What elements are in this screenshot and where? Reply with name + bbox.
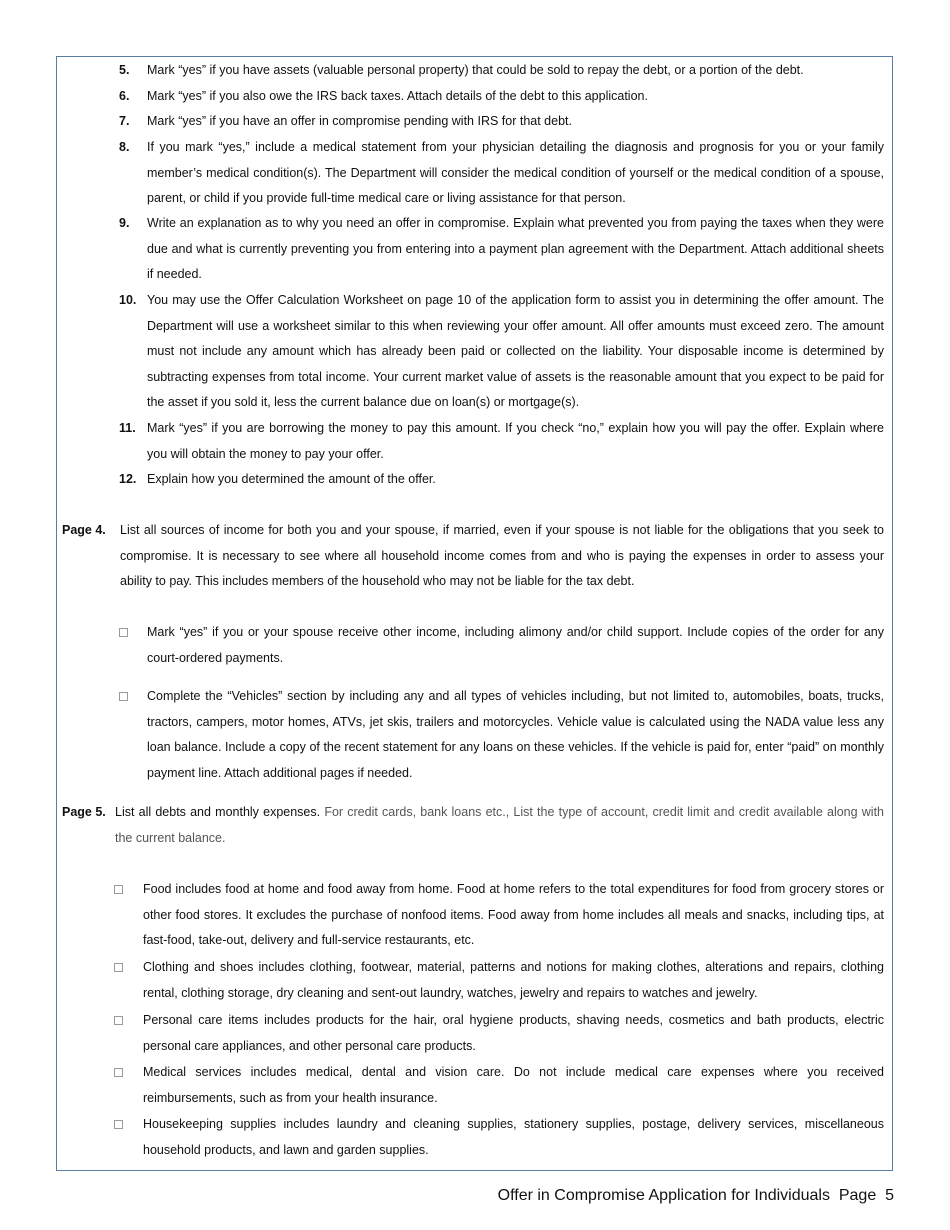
checkbox-icon bbox=[119, 692, 128, 701]
item-text: Mark “yes” if you have an offer in compromise pending with IRS for that debt. bbox=[147, 114, 572, 128]
item-text: If you mark “yes,” include a medical statement from your physician detailing the diagnosis and prognosis for you or your family member’s medical condition(s). The Department will consider the medical condition of yourself or the medical condition of a spouse, parent, or child if you provide full-time medical care or living assistance for that person. bbox=[147, 140, 884, 206]
bullet-text: Mark “yes” if you or your spouse receive other income, including alimony and/or child support. Include copies of the order for any court-ordered payments. bbox=[147, 625, 884, 665]
page-footer bbox=[498, 1187, 894, 1205]
item-number: 12. bbox=[119, 472, 137, 486]
checkbox-icon bbox=[114, 1068, 123, 1077]
item-number: 7. bbox=[119, 114, 130, 128]
bullet-text: Food includes food at home and food away from home. Food at home refers to the total expenditures for food from grocery stores or other food stores. It excludes the purchase of nonfood items. Food away from home includes all meals and snacks, including tips, at fast-food, take-out, delivery and full-service restaurants, etc. bbox=[143, 882, 884, 948]
footer-title: Offer in Compromise Application for Individuals bbox=[497, 1187, 830, 1204]
item-number: 8. bbox=[119, 140, 130, 154]
item-text: Write an explanation as to why you need an offer in compromise. Explain what prevented you from paying the taxes when they were due and what is currently preventing you from entering into a payment plan agreement with the Department. Attach additional sheets if needed. bbox=[147, 216, 884, 282]
section-text-page-4: List all sources of income for both you and your spouse, if married, even if your spouse is not liable for the obligations that you seek to compromise. It is necessary to see where all household income comes from and who is paying the expenses in order to assess your ability to pay. This includes members of the household who may not be liable for the tax debt. bbox=[120, 523, 884, 589]
section-text-gray: For credit cards, bank loans etc., List the type of account, credit limit and credit available along with the current balance. bbox=[115, 805, 885, 845]
item-text: Mark “yes” if you have assets (valuable personal property) that could be sold to repay the debt, or a portion of the debt. bbox=[147, 63, 804, 77]
bullet-text: Clothing and shoes includes clothing, footwear, material, patterns and notions for making clothes, alterations and repairs, clothing rental, clothing storage, dry cleaning and sent-out laundry, watches, jewelry and repairs to watches and jewelry. bbox=[143, 960, 884, 1000]
bullet-text: Housekeeping supplies includes laundry and cleaning supplies, stationery supplies, postage, delivery services, miscellaneous household products, and lawn and garden supplies. bbox=[143, 1117, 884, 1157]
section-label-page-5: Page 5. bbox=[62, 805, 106, 819]
checkbox-icon bbox=[114, 963, 123, 972]
bullet-text: Personal care items includes products for the hair, oral hygiene products, shaving needs, cosmetics and bath products, electric personal care appliances, and other personal care products. bbox=[143, 1013, 884, 1053]
checkbox-icon bbox=[119, 628, 128, 637]
item-text: Mark “yes” if you also owe the IRS back taxes. Attach details of the debt to this application. bbox=[147, 89, 648, 103]
bullet-text: Complete the “Vehicles” section by including any and all types of vehicles including, but not limited to, automobiles, boats, trucks, tractors, campers, motor homes, ATVs, jet skis, trailers and motorcycles. Vehicle value is calculated using the NADA value less any loan balance. Include a copy of the recent statement for any loans on these vehicles. If the vehicle is paid for, enter “paid” on monthly payment line. Attach additional pages if needed. bbox=[147, 689, 884, 780]
footer-page-number: Page 5 bbox=[838, 1187, 894, 1204]
item-number: 9. bbox=[119, 216, 130, 230]
item-number: 10. bbox=[119, 293, 137, 307]
item-text: You may use the Offer Calculation Worksheet on page 10 of the application form to assist you in determining the offer amount. The Department will use a worksheet similar to this when reviewing your offer amount. All offer amounts must exceed zero. The amount must not include any amount which has already been paid or collected on the liability. Your disposable income is determined by subtracting expenses from total income. Your current market value of assets is the reasonable amount that you expect to be paid for the asset if you sold it, less the current balance due on loan(s) or mortgage(s). bbox=[147, 293, 884, 410]
checkbox-icon bbox=[114, 1016, 123, 1025]
section-text-page-5 bbox=[115, 800, 884, 851]
item-number: 11. bbox=[119, 421, 136, 435]
checkbox-icon bbox=[114, 1120, 123, 1129]
item-text: Mark “yes” if you are borrowing the money to pay this amount. If you check “no,” explain how you will pay the offer. Explain where you will obtain the money to pay your offer. bbox=[147, 421, 884, 461]
section-text-main: List all debts and monthly expenses. bbox=[115, 805, 321, 819]
item-number: 6. bbox=[119, 89, 130, 103]
section-label-page-4: Page 4. bbox=[62, 523, 106, 537]
checkbox-icon bbox=[114, 885, 123, 894]
item-number: 5. bbox=[119, 63, 130, 77]
bullet-text: Medical services includes medical, dental and vision care. Do not include medical care expenses where you received reimbursements, such as from your health insurance. bbox=[143, 1065, 884, 1105]
item-text: Explain how you determined the amount of the offer. bbox=[147, 472, 436, 486]
